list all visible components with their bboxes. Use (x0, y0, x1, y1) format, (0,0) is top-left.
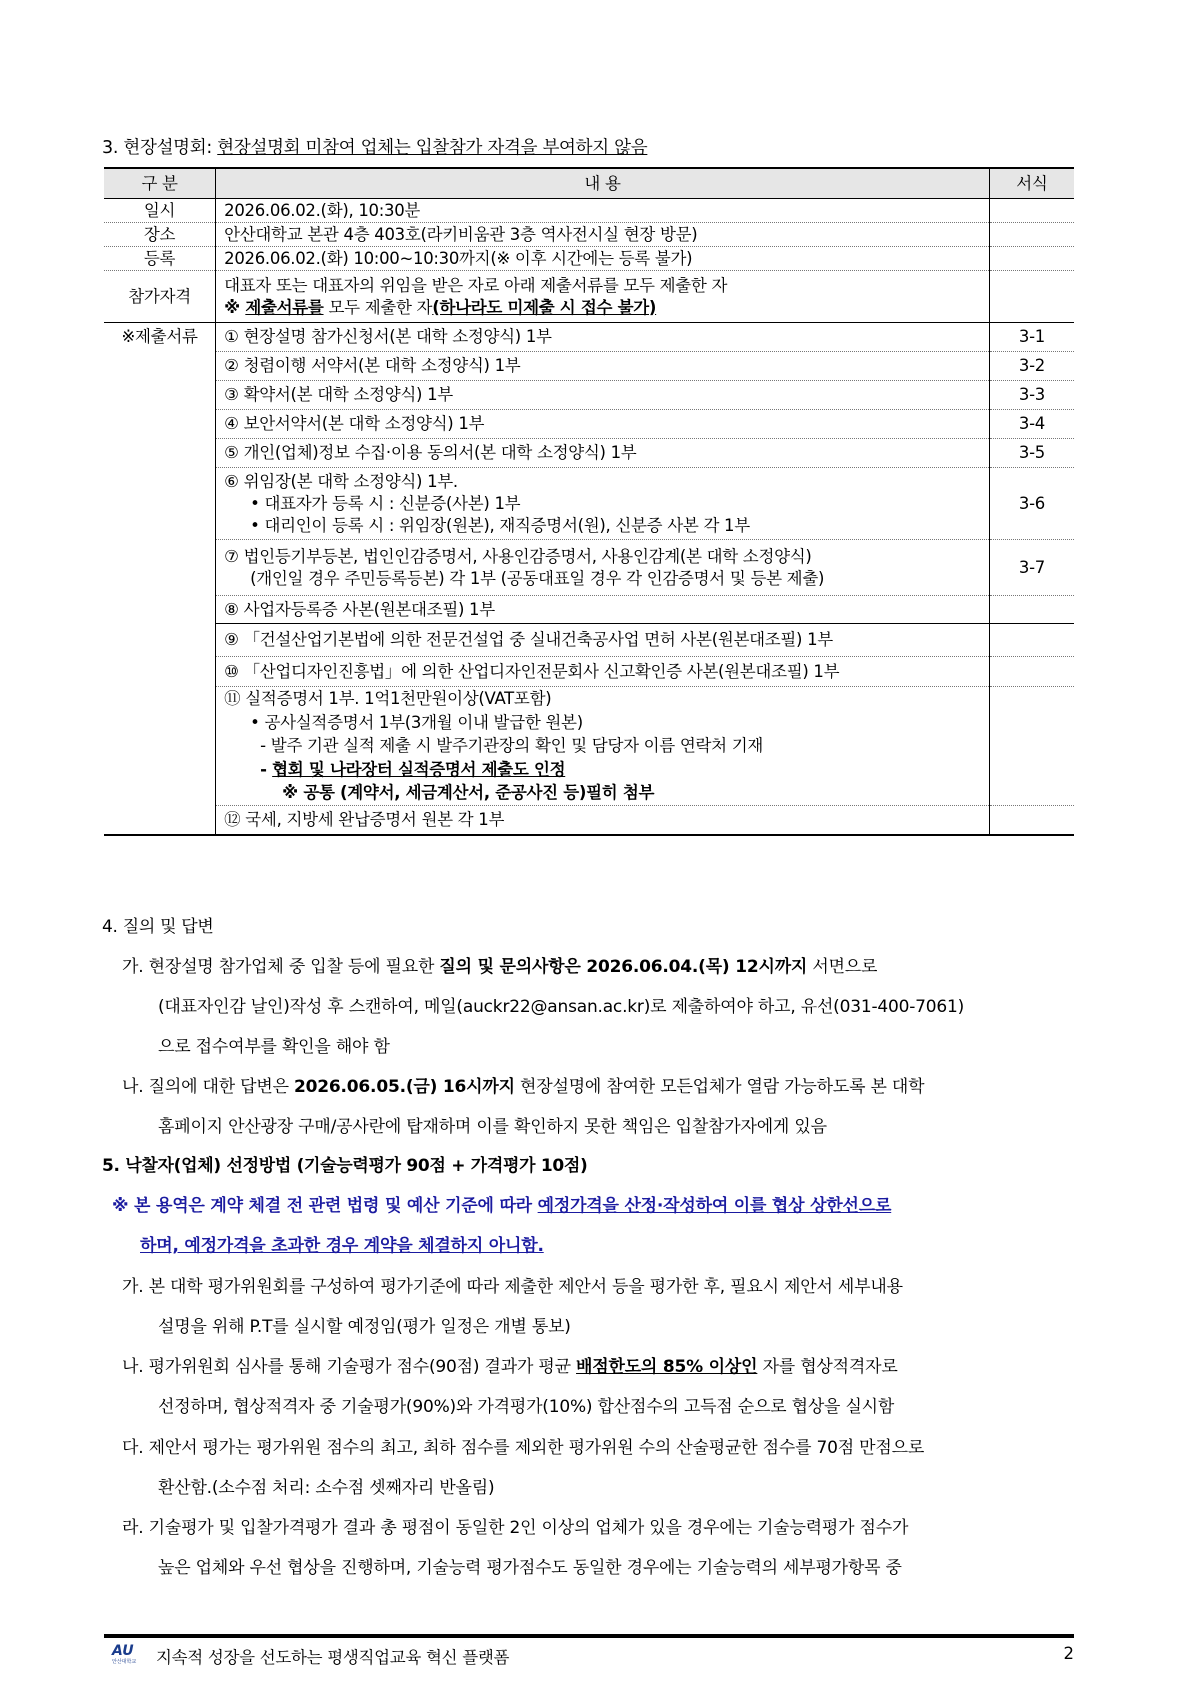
doc-item-11-sub4: ※ 공통 (계약서, 세금계산서, 준공사진 등)필히 첨부 (282, 783, 655, 802)
doc-item-2: ② 청렴이행 서약서(본 대학 소정양식) 1부 (216, 352, 990, 381)
logo-mark: AU (112, 1643, 134, 1659)
header-form: 서식 (989, 168, 1074, 199)
doc-form-11 (989, 687, 1074, 806)
section4-ga-line3: 으로 접수여부를 확인을 해야 함 (158, 1037, 390, 1057)
row-content-qualification (216, 271, 990, 323)
s4-ga-a: 가. 현장설명 참가업체 중 입찰 등에 필요한 (122, 957, 440, 977)
section4-title: 4. 질의 및 답변 (102, 917, 214, 937)
doc-item-5: ⑤ 개인(업체)정보 수집·이용 동의서(본 대학 소정양식) 1부 (216, 439, 990, 468)
section5-ga-line1: 가. 본 대학 평가위원회를 구성하여 평가기준에 따라 제출한 제안서 등을 평가한 후, 필요시 제안서 세부내용 (122, 1277, 903, 1297)
table-row (104, 687, 1074, 806)
qualification-u1: 제출서류를 (245, 297, 324, 317)
doc-item-11 (216, 687, 990, 806)
section3-title: 3. 현장설명회: (102, 138, 218, 158)
section5-ga-line2: 설명을 위해 P.T를 실시할 예정임(평가 일정은 개별 통보) (158, 1317, 571, 1337)
s5-na-a: 나. 평가위원회 심사를 통해 기술평가 점수(90점) 결과가 평균 (122, 1357, 577, 1377)
doc-form-12 (989, 805, 1074, 835)
table-row (104, 247, 1074, 271)
s5-note-b: 예정가격을 산정·작성하여 이를 협상 상한선으로 (537, 1196, 892, 1216)
doc-form-6: 3-6 (989, 468, 1074, 540)
table-row (104, 381, 1074, 410)
section5-note-line2: 하며, 예정가격을 초과한 경우 계약을 체결하지 아니함. (140, 1236, 544, 1256)
page-number: 2 (1063, 1644, 1074, 1663)
row-label-qualification: 참가자격 (104, 271, 216, 323)
section5-note-line1 (112, 1191, 891, 1216)
row-form-register (989, 247, 1074, 271)
section4-ga-line2: (대표자인감 날인)작성 후 스캔하여, 메일(auckr22@ansan.ac.kr)로 제출하여야 하고, 유선(031-400-7061) (158, 997, 965, 1017)
row-content-register: 2026.06.02.(화) 10:00~10:30까지(※ 이후 시간에는 등록 불가) (216, 247, 990, 271)
doc-form-8 (989, 596, 1074, 624)
doc-item-6 (216, 468, 990, 540)
footer-divider (104, 1634, 1074, 1638)
s5-na-b: 배점한도의 85% 이상인 (576, 1357, 758, 1377)
row-form-qualification (989, 271, 1074, 323)
doc-item-7-sub1: (개인일 경우 주민등록등본) 각 1부 (공동대표일 경우 각 인감증명서 및 등본 제출) (250, 568, 825, 588)
section4-ga-line1 (122, 952, 877, 977)
section5-da-line2: 환산함.(소수점 처리: 소수점 셋째자리 반올림) (158, 1478, 495, 1498)
doc-item-1: ① 현장설명 참가신청서(본 대학 소정양식) 1부 (216, 323, 990, 352)
table-row (104, 805, 1074, 835)
table-row (104, 439, 1074, 468)
footer (104, 1642, 1074, 1670)
s4-na-c: 현장설명에 참여한 모든업체가 열람 가능하도록 본 대학 (514, 1077, 925, 1097)
doc-item-11-main: ⑪ 실적증명서 1부. 1억1천만원이상(VAT포함) (224, 689, 552, 708)
s4-ga-b: 질의 및 문의사항은 2026.06.04.(목) 12시까지 (439, 957, 808, 977)
row-content-date: 2026.06.02.(화), 10:30분 (216, 199, 990, 223)
qualification-line2 (224, 297, 981, 319)
qualification-u2: (하나라도 미제출 시 접수 불가) (432, 297, 657, 317)
section4-na-line1 (122, 1072, 924, 1097)
doc-form-7: 3-7 (989, 540, 1074, 596)
doc-item-10: ⑩ 「산업디자인진흥법」에 의한 산업디자인전문회사 신고확인증 사본(원본대조필) 1부 (216, 657, 990, 687)
logo-sub: 안산대학교 (112, 1659, 137, 1665)
doc-item-11-sub2: - 발주 기관 실적 제출 시 발주기관장의 확인 및 담당자 이름 연락처 기재 (260, 736, 764, 755)
row-label-register: 등록 (104, 247, 216, 271)
section5-na-line2: 선정하며, 협상적격자 중 기술평가(90%)와 가격평가(10%) 합산점수의 고득점 순으로 협상을 실시함 (158, 1397, 895, 1417)
docs-label: ※제출서류 (104, 323, 216, 836)
doc-form-2: 3-2 (989, 352, 1074, 381)
doc-form-3: 3-3 (989, 381, 1074, 410)
section3-title-underlined: 현장설명회 미참여 업체는 입찰참가 자격을 부여하지 않음 (217, 138, 648, 158)
doc-item-7-main: ⑦ 법인등기부등본, 법인인감증명서, 사용인감증명서, 사용인감계(본 대학 소정양식) (224, 546, 812, 566)
doc-item-6-sub2: • 대리인이 등록 시 : 위임장(원본), 재직증명서(원), 신분증 사본 각 1부 (250, 515, 750, 535)
doc-item-11-sub3-text: 협회 및 나라장터 실적증명서 제출도 인정 (272, 759, 566, 779)
table-row (104, 223, 1074, 247)
table-row (104, 352, 1074, 381)
doc-item-11-sub1: • 공사실적증명서 1부(3개월 이내 발급한 원본) (250, 712, 583, 732)
qualification-prefix: ※ (224, 297, 246, 317)
row-form-place (989, 223, 1074, 247)
s4-na-b: 2026.06.05.(금) 16시까지 (294, 1077, 515, 1097)
row-content-place: 안산대학교 본관 4층 403호(라키비움관 3층 역사전시실 현장 방문) (216, 223, 990, 247)
table-row (104, 468, 1074, 540)
doc-item-6-main: ⑥ 위임장(본 대학 소정양식) 1부. (224, 471, 458, 491)
header-content: 내 용 (216, 168, 990, 199)
doc-item-11-sub3-prefix: - (260, 759, 273, 779)
section3-heading (102, 134, 647, 159)
doc-item-11-sub3 (224, 758, 981, 782)
s4-na-a: 나. 질의에 대한 답변은 (122, 1077, 295, 1097)
doc-item-12: ⑫ 국세, 지방세 완납증명서 원본 각 1부 (216, 805, 990, 835)
doc-form-10 (989, 657, 1074, 687)
footer-slogan: 지속적 성장을 선도하는 평생직업교육 혁신 플랫폼 (156, 1648, 510, 1667)
doc-form-4: 3-4 (989, 410, 1074, 439)
table-row (104, 657, 1074, 687)
site-briefing-table (104, 167, 1074, 836)
table-row (104, 271, 1074, 323)
table-row (104, 624, 1074, 657)
header-category: 구 분 (104, 168, 216, 199)
section5-ra-line2: 높은 업체와 우선 협상을 진행하며, 기술능력 평가점수도 동일한 경우에는 기술능력의 세부평가항목 중 (158, 1558, 902, 1578)
table-row (104, 199, 1074, 223)
table-row (104, 540, 1074, 596)
doc-item-9: ⑨ 「건설산업기본법에 의한 전문건설업 중 실내건축공사업 면허 사본(원본대조필) 1부 (216, 624, 990, 657)
s5-note-a: ※ 본 용역은 계약 체결 전 관련 법령 및 예산 기준에 따라 (112, 1196, 538, 1216)
section5-title: 5. 낙찰자(업체) 선정방법 (기술능력평가 90점 + 가격평가 10점) (102, 1156, 588, 1176)
row-label-place: 장소 (104, 223, 216, 247)
doc-item-7 (216, 540, 990, 596)
doc-form-9 (989, 624, 1074, 657)
table-row (104, 410, 1074, 439)
qualification-line1: 대표자 또는 대표자의 위임을 받은 자로 아래 제출서류를 모두 제출한 자 (224, 275, 728, 295)
section5-na-line1 (122, 1352, 898, 1377)
section5-ra-line1: 라. 기술평가 및 입찰가격평가 결과 총 평점이 동일한 2인 이상의 업체가 있을 경우에는 기술능력평가 점수가 (122, 1518, 909, 1538)
section4-na-line2: 홈페이지 안산광장 구매/공사란에 탑재하며 이를 확인하지 못한 책임은 입찰참가자에게 있음 (158, 1117, 827, 1137)
doc-item-3: ③ 확약서(본 대학 소정양식) 1부 (216, 381, 990, 410)
doc-item-6-sub1: • 대표자가 등록 시 : 신분증(사본) 1부 (250, 493, 521, 513)
s4-ga-c: 서면으로 (807, 957, 878, 977)
doc-form-1: 3-1 (989, 323, 1074, 352)
row-form-date (989, 199, 1074, 223)
doc-form-5: 3-5 (989, 439, 1074, 468)
university-logo-icon (112, 1644, 138, 1666)
table-row (104, 596, 1074, 624)
table-row (104, 323, 1074, 352)
section5-da-line1: 다. 제안서 평가는 평가위원 점수의 최고, 최하 점수를 제외한 평가위원 수의 산술평균한 점수를 70점 만점으로 (122, 1438, 925, 1458)
doc-item-4: ④ 보안서약서(본 대학 소정양식) 1부 (216, 410, 990, 439)
s5-na-c: 자를 협상적격자로 (757, 1357, 898, 1377)
qualification-mid: 모두 제출한 자 (323, 297, 433, 317)
row-label-date: 일시 (104, 199, 216, 223)
doc-item-8: ⑧ 사업자등록증 사본(원본대조필) 1부 (216, 596, 990, 624)
